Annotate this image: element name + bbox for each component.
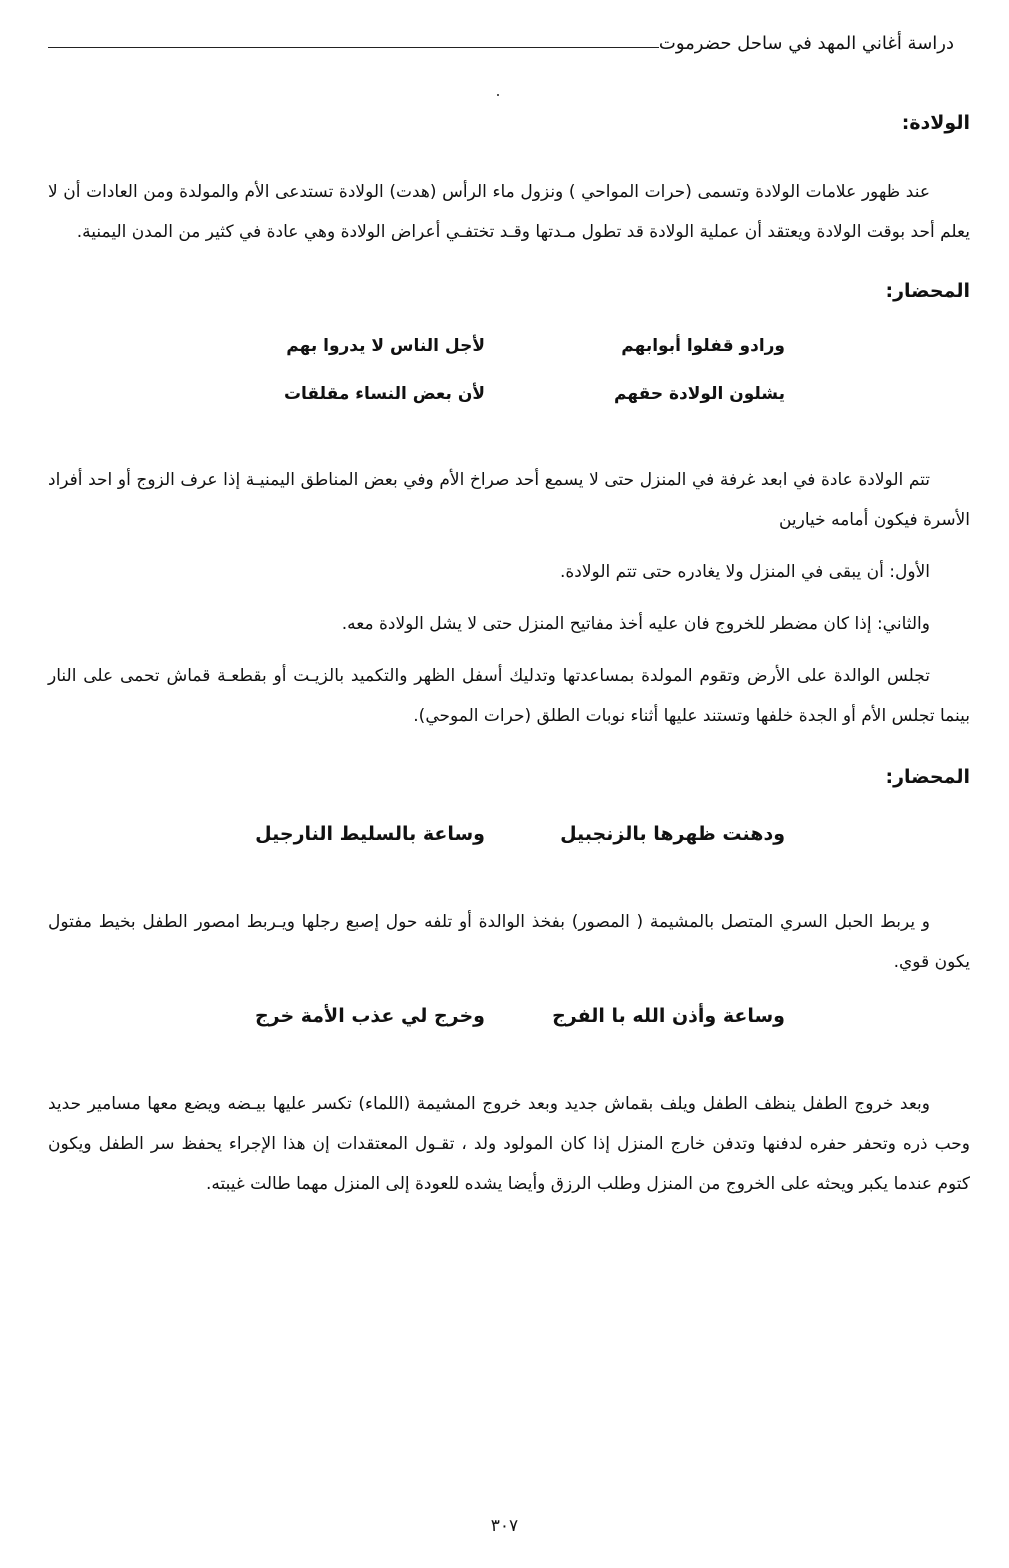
paragraph-after-birth: وبعد خروج الطفل ينظف الطفل ويلف بقماش جديد وبعد خروج المشيمة (اللماء) تكسر عليها بيـضه ويضع معها مسامير حديد وحب ذره وتحفر حفره لدفنها وتدفن خارج المنزل إذا كان المولود ولد ، تقـول المعتقدات إن هذا الإجراء يحفظ سر الطفل ويكون كتوم عندما يكبر ويحثه على الخروج من المنزل وطلب الرزق وأيضا يشده للعودة إلى المنزل مهما طالت غيبته. — [48, 1094, 970, 1194]
page-number: ٣٠٧ — [490, 1516, 519, 1536]
verse-line: وساعة وأذن الله با الفرج — [552, 1005, 785, 1027]
verse-line: لأن بعض النساء مقلقات — [283, 384, 485, 404]
option-first: الأول: أن يبقى في المنزل ولا يغادره حتى تتم الولادة. — [559, 562, 930, 582]
option-second: والثاني: إذا كان مضطر للخروج فان عليه أخذ مفاتيح المنزل حتى لا يشل الولادة معه. — [341, 614, 930, 634]
verse-line: لأجل الناس لا يدروا بهم — [286, 336, 485, 356]
verse-block-3 — [245, 992, 785, 1040]
paragraph-room: تتم الولادة عادة في ابعد غرفة في المنزل حتى لا يسمع أحد صراخ الأم وفي بعض المناطق اليمنيـة إذا عرف الزوج أو احد أفراد الأسرة فيكون أمامه خيارين — [48, 470, 970, 530]
verse-block-2 — [245, 810, 785, 858]
section-heading-mihdar-1: المحضار: — [885, 280, 970, 302]
section-heading-mihdar-2: المحضار: — [885, 766, 970, 788]
section-heading-birth: الولادة: — [901, 112, 970, 134]
paragraph-cord: و يربط الحبل السري المتصل بالمشيمة ( المصور) بفخذ الوالدة أو تلفه حول إصبع رجلها ويـربط امصور الطفل بخيط مفتول يكون قوي. — [48, 912, 970, 972]
scan-speck — [497, 94, 499, 96]
running-header-title: دراسة أغاني المهد في ساحل حضرموت — [658, 32, 954, 54]
page-body — [48, 108, 970, 1204]
running-header — [48, 28, 970, 58]
verse-line: وساعة بالسليط النارجيل — [255, 823, 485, 845]
verse-line: يشلون الولادة حقهم — [614, 384, 785, 404]
verse-block-1 — [245, 322, 785, 418]
paragraph-sitting: تجلس الوالدة على الأرض وتقوم المولدة بمساعدتها وتدليك أسفل الظهر والتكميد بالزيـت أو بقطعـة قماش تحمى على النار بينما تجلس الأم أو الجدة خلفها وتستند عليها أثناء نوبات الطلق (حرات الموحي). — [48, 666, 970, 726]
paragraph-birth: عند ظهور علامات الولادة وتسمى (حرات المواحي ) ونزول ماء الرأس (هدت) الولادة تستدعى الأم والمولدة ومن العادات أن لا يعلم أحد بوقت الولادة ويعتقد أن عملية الولادة قد تطول مـدتها وقـد تختفـي أعراض الولادة وهي عادة في كثير من المدن اليمنية. — [48, 182, 970, 242]
header-rule — [48, 47, 659, 48]
verse-line: ورادو قفلوا أبوابهم — [621, 336, 785, 356]
verse-line: وخرج لي عذب الأمة خرج — [254, 1005, 485, 1027]
verse-line: ودهنت ظهرها بالزنجبيل — [560, 823, 785, 845]
